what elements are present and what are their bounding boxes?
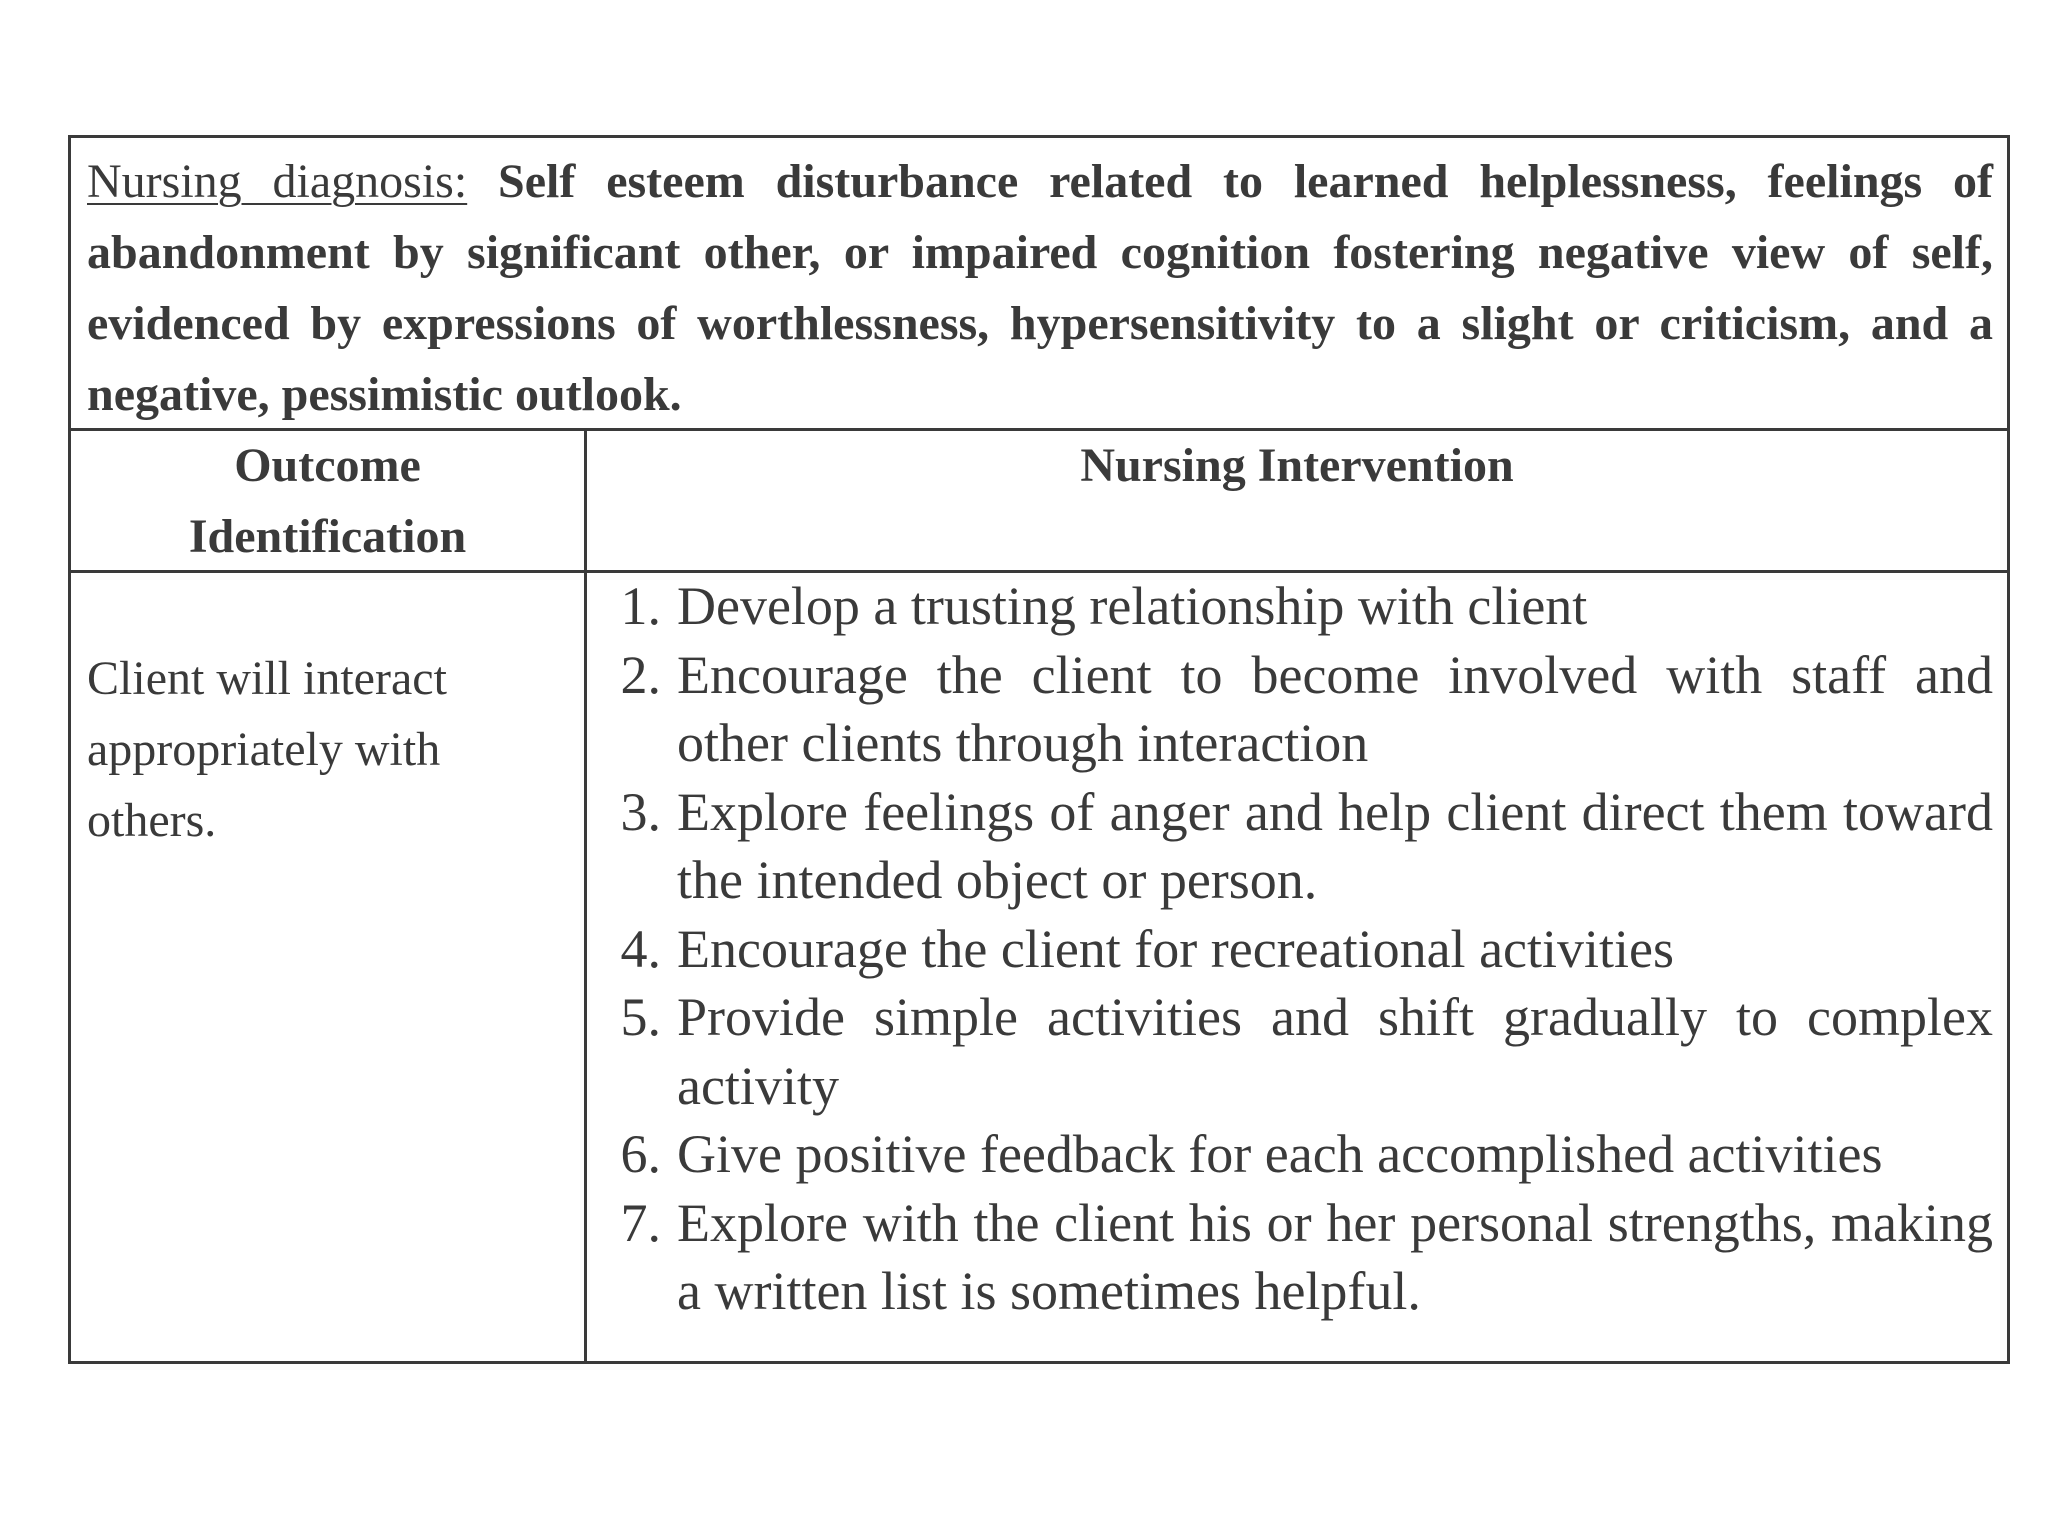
header-outcome-line: Identification — [188, 510, 467, 563]
item-text: Explore with the client his or her personal strengths, making a written list is sometimes helpful. — [677, 1192, 1993, 1321]
header-outcome-identification — [71, 428, 584, 572]
intervention-item — [601, 1120, 1993, 1189]
intervention-item — [601, 572, 1993, 641]
header-outcome-line: Outcome — [234, 439, 421, 492]
outcome-line: Client will interact — [87, 652, 447, 705]
item-text: Explore feelings of anger and help client direct them toward the intended object or person. — [677, 781, 1993, 910]
table-header-row — [71, 428, 2007, 573]
item-text: Give positive feedback for each accomplished activities — [677, 1124, 1883, 1184]
item-text: Develop a trusting relationship with client — [677, 576, 1588, 636]
intervention-item — [601, 1189, 1993, 1326]
item-number: 7. — [620, 1192, 661, 1253]
item-text: Encourage the client to become involved with staff and other clients through interaction — [677, 644, 1993, 773]
intervention-item — [601, 778, 1993, 915]
intervention-item — [601, 641, 1993, 778]
item-number: 2. — [620, 644, 661, 705]
diagnosis-row — [71, 138, 2007, 431]
diagnosis-text — [87, 146, 1993, 430]
care-plan-table — [68, 135, 2010, 1364]
item-number: 3. — [620, 781, 661, 842]
item-number: 4. — [620, 918, 661, 979]
item-number: 1. — [620, 576, 661, 636]
outcome-cell — [87, 643, 567, 856]
header-nursing-intervention: Nursing Intervention — [1080, 439, 1514, 492]
intervention-item — [601, 915, 1993, 984]
item-number: 6. — [620, 1124, 661, 1184]
diagnosis-statement: Self esteem disturbance related to learned helplessness, feelings of abandonment by significant other, or impaired cognition fostering negative view of self, evidenced by expressions of worthlessness, hypersensitivity to a slight or criticism, and a negative, pessimistic outlook. — [87, 155, 1994, 421]
item-text: Encourage the client for recreational activities — [677, 918, 1674, 979]
outcome-line: appropriately with — [87, 723, 441, 776]
item-number: 5. — [620, 987, 661, 1047]
item-text: Provide simple activities and shift gradually to complex activity — [677, 987, 1993, 1116]
intervention-item — [601, 983, 1993, 1120]
intervention-list — [601, 572, 1993, 1326]
diagnosis-label: Nursing diagnosis: — [87, 155, 468, 208]
outcome-line: others. — [87, 794, 217, 847]
